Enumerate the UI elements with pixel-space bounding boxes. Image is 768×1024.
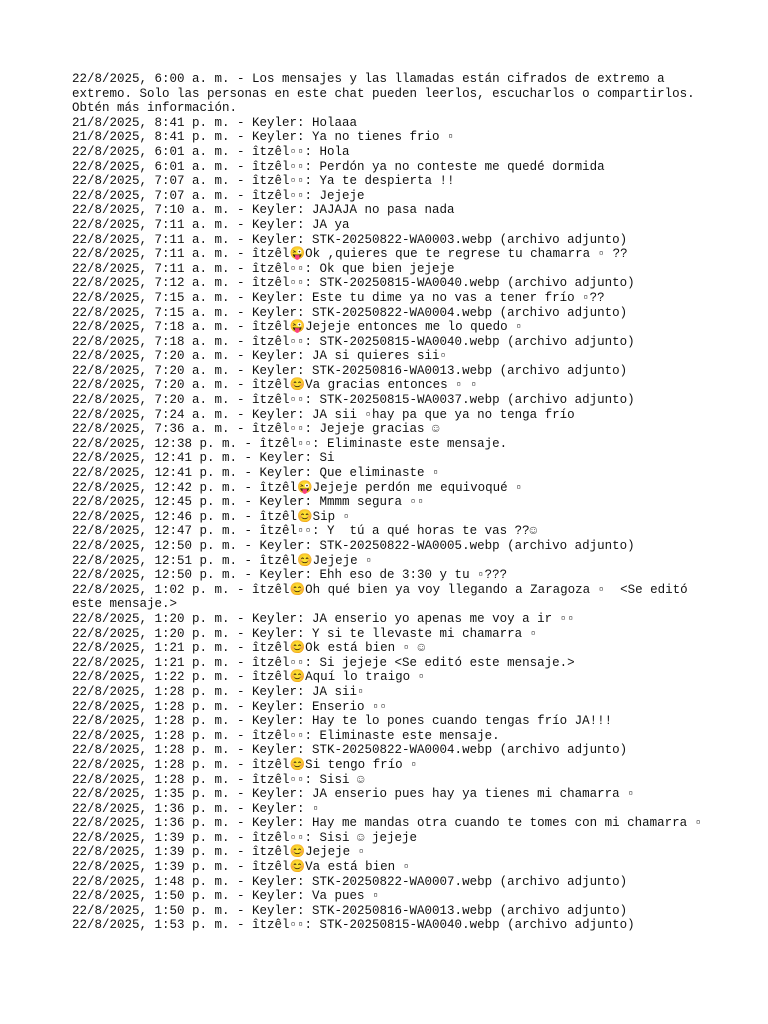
chat-message-line: 22/8/2025, 12:45 p. m. - Keyler: Mmmm segura ▫▫ [72, 495, 425, 510]
chat-message-line: 22/8/2025, 12:41 p. m. - Keyler: Si [72, 451, 335, 466]
chat-message-line: 22/8/2025, 7:20 a. m. - Keyler: STK-20250816-WA0013.webp (archivo adjunto) [72, 363, 628, 378]
chat-message-line: 22/8/2025, 1:48 p. m. - Keyler: STK-20250822-WA0007.webp (archivo adjunto) [72, 874, 628, 889]
chat-message-line: 22/8/2025, 7:15 a. m. - Keyler: Este tu dime ya no vas a tener frío ▫?? [72, 290, 605, 305]
chat-message-line: 22/8/2025, 12:47 p. m. - îtzêl▫▫: Y tú a qué horas te vas ??☺ [72, 524, 538, 539]
chat-message-line: 22/8/2025, 7:11 a. m. - îtzêl▫▫: Ok que bien jejeje [72, 261, 455, 276]
chat-message-line: 22/8/2025, 1:02 p. m. - îtzêl😊Oh qué bien ya voy llegando a Zaragoza ▫ <Se editó este mensaje.> [72, 582, 696, 612]
chat-message-line: 22/8/2025, 12:50 p. m. - Keyler: Ehh eso de 3:30 y tu ▫??? [72, 568, 508, 583]
chat-message-line: 22/8/2025, 1:28 p. m. - îtzêl▫▫: Eliminaste este mensaje. [72, 728, 500, 743]
chat-message-line: 22/8/2025, 7:15 a. m. - Keyler: STK-20250822-WA0004.webp (archivo adjunto) [72, 305, 628, 320]
chat-message-line: 22/8/2025, 1:28 p. m. - Keyler: Hay te lo pones cuando tengas frío JA!!! [72, 714, 613, 729]
chat-message-line: 22/8/2025, 1:53 p. m. - îtzêl▫▫: STK-20250815-WA0040.webp (archivo adjunto) [72, 918, 635, 933]
chat-message-line: 22/8/2025, 1:39 p. m. - îtzêl😊Jejeje ▫ [72, 845, 366, 860]
chat-message-line: 22/8/2025, 7:07 a. m. - îtzêl▫▫: Ya te despierta !! [72, 174, 455, 189]
chat-message-line: 22/8/2025, 1:50 p. m. - Keyler: STK-20250816-WA0013.webp (archivo adjunto) [72, 903, 628, 918]
chat-message-line: 22/8/2025, 1:35 p. m. - Keyler: JA enserio pues hay ya tienes mi chamarra ▫ [72, 787, 635, 802]
chat-message-line: 22/8/2025, 1:21 p. m. - îtzêl😊Ok está bien ▫ ☺ [72, 641, 426, 656]
chat-message-line: 22/8/2025, 7:07 a. m. - îtzêl▫▫: Jejeje [72, 188, 365, 203]
chat-message-line: 21/8/2025, 8:41 p. m. - Keyler: Holaaa [72, 115, 358, 130]
chat-message-line: 22/8/2025, 1:39 p. m. - îtzêl▫▫: Sisi ☺ jejeje [72, 830, 418, 845]
chat-message-line: 22/8/2025, 12:46 p. m. - îtzêl😊Sip ▫ [72, 509, 351, 524]
chat-message-line: 22/8/2025, 1:20 p. m. - Keyler: JA enserio yo apenas me voy a ir ▫▫ [72, 611, 575, 626]
chat-message-line: 22/8/2025, 1:28 p. m. - îtzêl▫▫: Sisi ☺ [72, 772, 365, 787]
chat-message-line: 22/8/2025, 7:11 a. m. - Keyler: JA ya [72, 217, 350, 232]
chat-message-line: 22/8/2025, 7:20 a. m. - Keyler: JA si quieres sii▫ [72, 349, 448, 364]
chat-message-line: 22/8/2025, 7:10 a. m. - Keyler: JAJAJA no pasa nada [72, 203, 455, 218]
chat-message-line: 22/8/2025, 1:28 p. m. - Keyler: STK-20250822-WA0004.webp (archivo adjunto) [72, 743, 628, 758]
chat-message-line: 22/8/2025, 1:22 p. m. - îtzêl😊Aquí lo traigo ▫ [72, 670, 426, 685]
chat-message-line: 22/8/2025, 7:20 a. m. - îtzêl😊Va gracias entonces ▫ ▫ [72, 378, 478, 393]
chat-message-line: 22/8/2025, 1:36 p. m. - Keyler: ▫ [72, 801, 320, 816]
chat-message-line: 22/8/2025, 1:28 p. m. - îtzêl😊Si tengo frío ▫ [72, 757, 418, 772]
chat-message-line: 22/8/2025, 7:20 a. m. - îtzêl▫▫: STK-20250815-WA0037.webp (archivo adjunto) [72, 393, 635, 408]
chat-message-line: 22/8/2025, 1:28 p. m. - Keyler: JA sii▫ [72, 684, 365, 699]
chat-message-line: 22/8/2025, 7:12 a. m. - îtzêl▫▫: STK-20250815-WA0040.webp (archivo adjunto) [72, 276, 635, 291]
chat-message-line: 22/8/2025, 12:41 p. m. - Keyler: Que eliminaste ▫ [72, 466, 440, 481]
chat-message-line: 22/8/2025, 1:50 p. m. - Keyler: Va pues ▫ [72, 889, 380, 904]
chat-message-line: 22/8/2025, 6:01 a. m. - îtzêl▫▫: Perdón ya no conteste me quedé dormida [72, 159, 605, 174]
chat-message-line: 22/8/2025, 12:38 p. m. - îtzêl▫▫: Eliminaste este mensaje. [72, 436, 508, 451]
chat-message-line: 22/8/2025, 7:36 a. m. - îtzêl▫▫: Jejeje gracias ☺ [72, 422, 440, 437]
chat-message-line: 22/8/2025, 6:01 a. m. - îtzêl▫▫: Hola [72, 144, 350, 159]
encryption-notice-line: 22/8/2025, 6:00 a. m. - Los mensajes y las llamadas están cifrados de extremo a extremo. Solo las personas en este chat pueden leerlos, escucharlos o compartirlos. Obtén más información. [72, 72, 703, 116]
chat-message-line: 22/8/2025, 1:28 p. m. - Keyler: Enserio ▫▫ [72, 699, 388, 714]
chat-message-line: 22/8/2025, 7:11 a. m. - Keyler: STK-20250822-WA0003.webp (archivo adjunto) [72, 232, 628, 247]
chat-message-line: 22/8/2025, 7:18 a. m. - îtzêl▫▫: STK-20250815-WA0040.webp (archivo adjunto) [72, 334, 635, 349]
chat-message-line: 22/8/2025, 12:50 p. m. - Keyler: STK-20250822-WA0005.webp (archivo adjunto) [72, 539, 635, 553]
chat-message-line: 22/8/2025, 7:18 a. m. - îtzêl😜Jejeje entonces me lo quedo ▫ [72, 320, 523, 335]
chat-message-line: 22/8/2025, 1:21 p. m. - îtzêl▫▫: Si jejeje <Se editó este mensaje.> [72, 655, 575, 670]
chat-message-line: 22/8/2025, 1:36 p. m. - Keyler: Hay me mandas otra cuando te tomes con mi chamarra ▫ [72, 816, 703, 831]
chat-message-line: 22/8/2025, 1:39 p. m. - îtzêl😊Va está bien ▫ [72, 860, 411, 875]
chat-message-line: 22/8/2025, 7:24 a. m. - Keyler: JA sii ▫hay pa que ya no tenga frío [72, 407, 575, 422]
chat-message-line: 22/8/2025, 12:42 p. m. - îtzêl😜Jejeje perdón me equivoqué ▫ [72, 480, 523, 495]
chat-log-text [72, 72, 708, 933]
chat-message-line: 22/8/2025, 7:11 a. m. - îtzêl😜Ok ,quieres que te regrese tu chamarra ▫ ?? [72, 247, 628, 262]
chat-message-line: 22/8/2025, 12:51 p. m. - îtzêl😊Jejeje ▫ [72, 553, 373, 568]
chat-message-line: 22/8/2025, 1:20 p. m. - Keyler: Y si te llevaste mi chamarra ▫ [72, 626, 538, 641]
chat-message-line: 21/8/2025, 8:41 p. m. - Keyler: Ya no tienes frio ▫ [72, 130, 455, 145]
